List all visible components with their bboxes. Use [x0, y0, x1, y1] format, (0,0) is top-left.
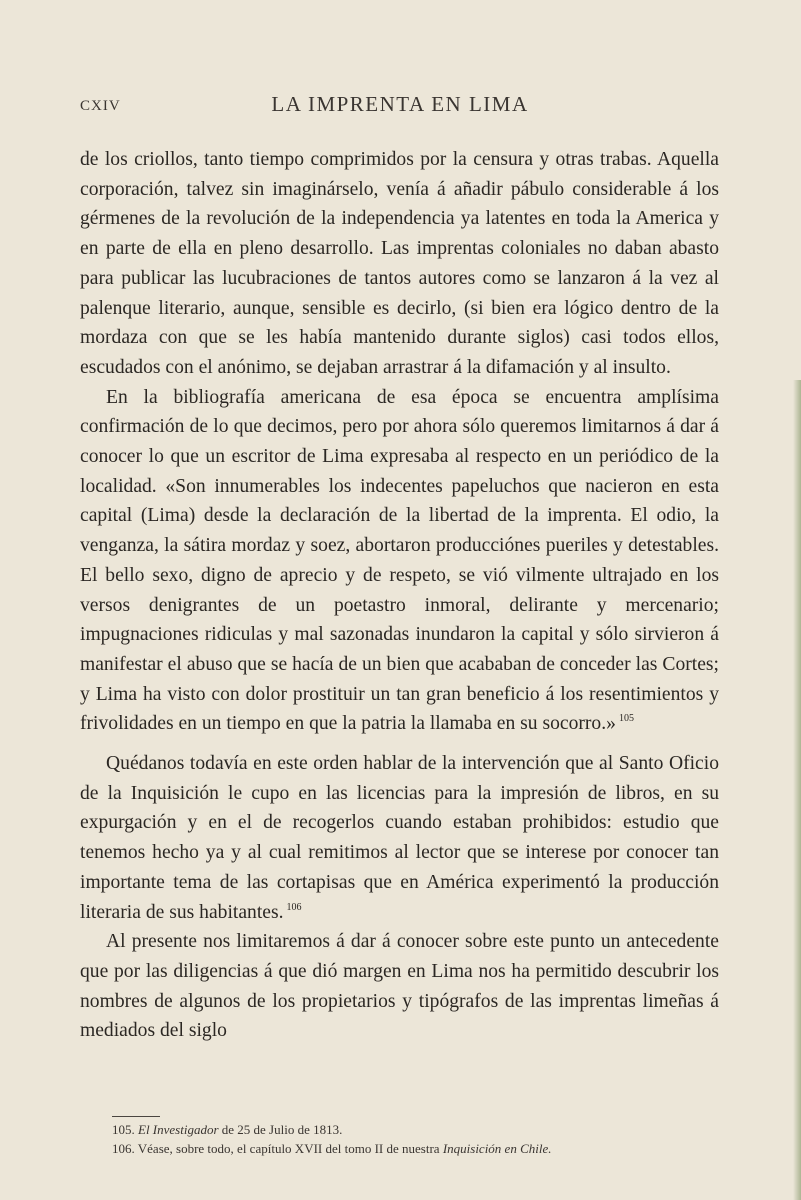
footnote-106-text: Véase, sobre todo, el capítulo XVII del tomo II de nuestra [137, 1141, 440, 1156]
page-edge-stain [793, 380, 801, 1200]
paragraph-3-text: Quédanos todavía en este orden hablar de la intervención que al Santo Oficio de la Inquisición le cupo en las licencias para la impresión de libros, en su expurgación y en el de recogerlos cuando estaban prohibidos: estudio que tenemos hecho ya y al cual remitimos al lector que se interese por conocer tan importante tema de las cortapisas que en América experimentó la producción literaria de sus habitantes. [80, 753, 719, 923]
footnote-106 [112, 1139, 712, 1158]
footnote-ref-105: 105 [618, 713, 634, 725]
footnote-105-title: El Investigador [138, 1122, 219, 1137]
footnote-divider [112, 1116, 160, 1117]
paragraph-3 [80, 749, 719, 927]
footnote-106-number: 106. [112, 1141, 135, 1156]
page-header [80, 92, 720, 120]
footnote-105 [112, 1120, 712, 1139]
paragraph-2 [80, 383, 719, 739]
footnote-105-number: 105. [112, 1122, 135, 1137]
page-number: CXIV [80, 98, 121, 114]
paragraph-4: Al presente nos limitaremos á dar á conocer sobre este punto un antecedente que por las diligencias á que dió margen en Lima nos ha permitido descubrir los nombres de algunos de los propietarios y tipógrafos de las imprentas limeñas á mediados del siglo [80, 931, 719, 1042]
running-title: LA IMPRENTA EN LIMA [271, 92, 529, 116]
paragraph-2-text: En la bibliografía americana de esa época se encuentra amplísima confirmación de lo que decimos, pero por ahora sólo queremos limitarnos á dar á conocer lo que un escritor de Lima expresaba al respecto en un periódico de la localidad. «Son innumerables los indecentes papeluchos que nacieron en esta capital (Lima) desde la declaración de la libertad de la imprenta. El odio, la venganza, la sátira mordaz y soez, abortaron producciónes pueriles y detestables. El bello sexo, digno de aprecio y de respeto, se vió vilmente ultrajado en los versos denigrantes de un poetastro inmoral, delirante y mercenario; impugnaciones ridiculas y mal sazonadas inundaron la capital y sólo sirvieron á manifestar el abuso que se hacía de un bien que acababan de conceder las Cortes; y Lima ha visto con dolor prostituir un tan gran beneficio á los resentimientos y frivolidades en un tiempo en que la patria la llamaba en su socorro.» [80, 386, 719, 735]
body-text [80, 145, 719, 1046]
footnote-105-text: de 25 de Julio de 1813. [221, 1122, 343, 1137]
paragraph-1: de los criollos, tanto tiempo comprimidos por la censura y otras trabas. Aquella corporación, talvez sin imaginárselo, venía á añadir pábulo considerable á los gérmenes de la revolución de la independencia ya latentes en toda la America y en parte de ella en pleno desarrollo. Las imprentas coloniales no daban abasto para publicar las lucubraciones de tantos autores como se lanzaron á la vez al palenque literario, aunque, sensible es decirlo, (si bien era lógico dentro de la mordaza con que se les había mantenido durante siglos) casi todos ellos, escudados con el anónimo, se dejaban arrastrar á la difamación y al insulto. [80, 149, 719, 378]
footnote-ref-106: 106 [286, 901, 302, 913]
footnotes [112, 1120, 712, 1158]
footnote-106-title: Inquisición en Chile. [442, 1141, 552, 1156]
